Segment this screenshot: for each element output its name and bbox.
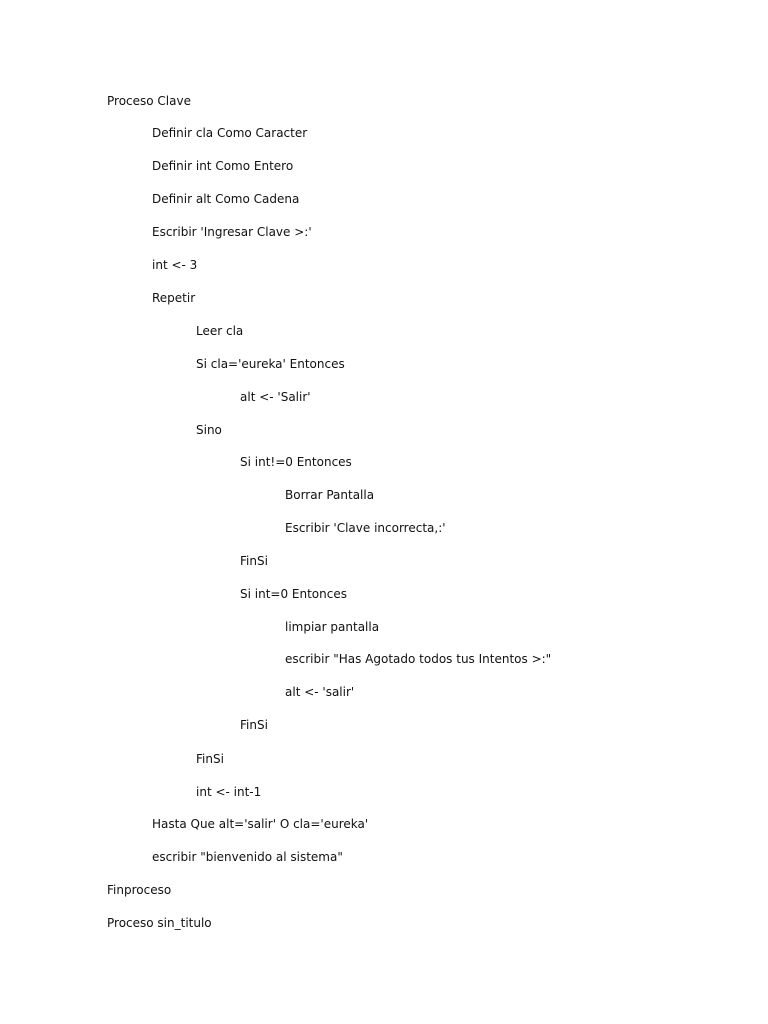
- code-line: FinSi: [240, 554, 268, 568]
- code-line: Finproceso: [107, 883, 172, 897]
- code-line: Borrar Pantalla: [285, 488, 375, 502]
- code-line: Si cla='eureka' Entonces: [196, 357, 345, 371]
- code-line: Definir alt Como Cadena: [152, 192, 300, 206]
- code-line: Sino: [196, 423, 222, 437]
- code-line: Leer cla: [196, 324, 244, 338]
- code-line: escribir "Has Agotado todos tus Intentos >:": [285, 652, 552, 666]
- code-line: Escribir 'Clave incorrecta,:': [285, 521, 446, 535]
- code-line: FinSi: [196, 752, 224, 766]
- code-line: Definir int Como Entero: [152, 159, 294, 173]
- code-line: Definir cla Como Caracter: [152, 126, 308, 140]
- code-line: Proceso sin_titulo: [107, 916, 212, 930]
- code-line: Si int=0 Entonces: [240, 587, 347, 601]
- code-line: int <- 3: [152, 258, 198, 272]
- code-line: escribir "bienvenido al sistema": [152, 850, 343, 864]
- code-line: Repetir: [152, 291, 196, 305]
- code-line: Escribir 'Ingresar Clave >:': [152, 225, 312, 239]
- code-line: alt <- 'Salir': [240, 390, 311, 404]
- code-line: alt <- 'salir': [285, 685, 355, 699]
- code-line: Hasta Que alt='salir' O cla='eureka': [152, 817, 369, 831]
- code-line: Si int!=0 Entonces: [240, 455, 352, 469]
- code-line: limpiar pantalla: [285, 620, 380, 634]
- code-line: FinSi: [240, 718, 268, 732]
- code-line: int <- int-1: [196, 785, 262, 799]
- code-line: Proceso Clave: [107, 94, 191, 108]
